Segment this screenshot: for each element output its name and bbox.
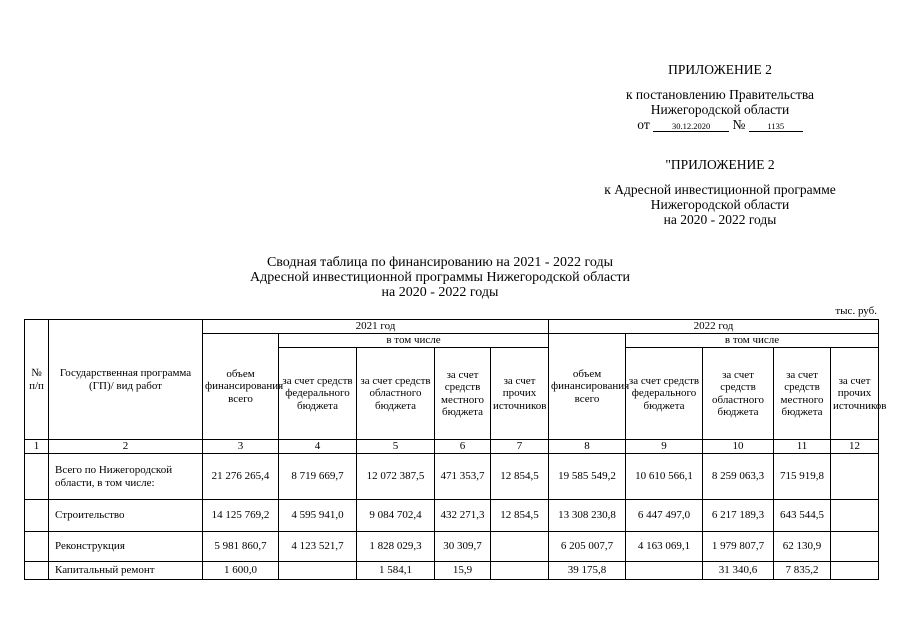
table-cell: 4 163 069,1 xyxy=(626,532,703,562)
table-cell: 1 584,1 xyxy=(357,562,435,580)
table-cell xyxy=(831,454,879,500)
table-cell: 1 979 807,7 xyxy=(703,532,774,562)
header-2022-other: за счет прочих источников xyxy=(831,348,879,440)
annex-header-2 xyxy=(585,157,855,227)
table-cell: 39 175,8 xyxy=(549,562,626,580)
header-program: Государственная программа (ГП)/ вид работ xyxy=(49,320,203,440)
document-title-line2: Адресной инвестиционной программы Нижегородской области xyxy=(250,270,630,285)
table-row xyxy=(25,500,879,532)
header-2021-total: объем финансирования всего xyxy=(203,334,279,440)
row-label: Строительство xyxy=(49,500,203,532)
header-year-2022: 2022 год xyxy=(549,320,879,334)
table-cell: 12 854,5 xyxy=(491,454,549,500)
annex1-decree-line xyxy=(590,117,850,132)
row-number-cell xyxy=(25,500,49,532)
table-cell: 6 447 497,0 xyxy=(626,500,703,532)
table-cell: 10 610 566,1 xyxy=(626,454,703,500)
column-number: 4 xyxy=(279,440,357,454)
annex2-title: "ПРИЛОЖЕНИЕ 2 xyxy=(665,157,775,172)
column-number: 10 xyxy=(703,440,774,454)
table-cell: 4 123 521,7 xyxy=(279,532,357,562)
header-2022-local: за счет средств местного бюджета xyxy=(774,348,831,440)
table-cell: 471 353,7 xyxy=(435,454,491,500)
table-cell xyxy=(491,532,549,562)
annex1-line1: к постановлению Правительства xyxy=(625,87,815,102)
column-number: 7 xyxy=(491,440,549,454)
table-cell xyxy=(279,562,357,580)
financing-table xyxy=(24,319,887,580)
table-row xyxy=(25,454,879,500)
column-number: 5 xyxy=(357,440,435,454)
table-cell: 21 276 265,4 xyxy=(203,454,279,500)
header-2022-regional: за счет средств областного бюджета xyxy=(703,348,774,440)
header-year-2021: 2021 год xyxy=(203,320,549,334)
table-cell: 12 854,5 xyxy=(491,500,549,532)
column-number: 9 xyxy=(626,440,703,454)
annex1-date: 30.12.2020 xyxy=(653,121,729,132)
annex2-line3: на 2020 - 2022 годы xyxy=(663,212,777,227)
row-number-cell xyxy=(25,532,49,562)
table-cell xyxy=(831,532,879,562)
table-cell xyxy=(831,500,879,532)
annex1-number: 1135 xyxy=(749,121,803,132)
table-cell: 432 271,3 xyxy=(435,500,491,532)
column-number: 2 xyxy=(49,440,203,454)
header-2022-federal: за счет средств федерального бюджета xyxy=(626,348,703,440)
document-title-line1: Сводная таблица по финансированию на 2021 - 2022 годы xyxy=(266,255,614,270)
table-cell: 5 981 860,7 xyxy=(203,532,279,562)
table-cell: 14 125 769,2 xyxy=(203,500,279,532)
table-cell: 8 259 063,3 xyxy=(703,454,774,500)
annex1-title: ПРИЛОЖЕНИЕ 2 xyxy=(668,62,772,77)
annex-header-1 xyxy=(590,62,850,132)
table-cell xyxy=(626,562,703,580)
column-number: 1 xyxy=(25,440,49,454)
table-cell: 6 205 007,7 xyxy=(549,532,626,562)
table-row xyxy=(25,562,879,580)
table-cell: 62 130,9 xyxy=(774,532,831,562)
table-cell xyxy=(491,562,549,580)
header-2022-total: объем финансирования всего xyxy=(549,334,626,440)
column-number-row xyxy=(25,440,879,454)
annex1-line2: Нижегородской области xyxy=(650,102,790,117)
row-number-cell xyxy=(25,454,49,500)
annex2-line2: Нижегородской области xyxy=(650,197,790,212)
header-2021-federal: за счет средств федерального бюджета xyxy=(279,348,357,440)
table-cell: 12 072 387,5 xyxy=(357,454,435,500)
row-label: Капитальный ремонт xyxy=(49,562,203,580)
table-cell: 9 084 702,4 xyxy=(357,500,435,532)
header-2021-other: за счет прочих источников xyxy=(491,348,549,440)
table-cell: 15,9 xyxy=(435,562,491,580)
header-2021-local: за счет средств местного бюджета xyxy=(435,348,491,440)
column-number: 12 xyxy=(831,440,879,454)
header-row-number: № п/п xyxy=(25,320,49,440)
table-row xyxy=(25,532,879,562)
table-cell: 6 217 189,3 xyxy=(703,500,774,532)
table-cell: 1 600,0 xyxy=(203,562,279,580)
annex1-num-sign: № xyxy=(732,117,746,132)
table-cell: 31 340,6 xyxy=(703,562,774,580)
table-cell: 4 595 941,0 xyxy=(279,500,357,532)
table-cell: 1 828 029,3 xyxy=(357,532,435,562)
table-cell: 13 308 230,8 xyxy=(549,500,626,532)
table-cell: 7 835,2 xyxy=(774,562,831,580)
row-number-cell xyxy=(25,562,49,580)
column-number: 6 xyxy=(435,440,491,454)
table-cell: 19 585 549,2 xyxy=(549,454,626,500)
table-cell: 643 544,5 xyxy=(774,500,831,532)
column-number: 11 xyxy=(774,440,831,454)
document-title xyxy=(180,255,700,300)
table-cell: 8 719 669,7 xyxy=(279,454,357,500)
table-cell: 715 919,8 xyxy=(774,454,831,500)
header-2021-regional: за счет средств областного бюджета xyxy=(357,348,435,440)
header-2022-including: в том числе xyxy=(626,334,879,348)
row-label: Всего по Нижегородской области, в том числе: xyxy=(49,454,203,500)
row-label: Реконструкция xyxy=(49,532,203,562)
units-label: тыс. руб. xyxy=(835,305,877,317)
column-number: 8 xyxy=(549,440,626,454)
header-2021-including: в том числе xyxy=(279,334,549,348)
table-cell xyxy=(831,562,879,580)
document-title-line3: на 2020 - 2022 годы xyxy=(381,285,499,300)
column-number: 3 xyxy=(203,440,279,454)
table-cell: 30 309,7 xyxy=(435,532,491,562)
annex1-from: от xyxy=(637,117,650,132)
annex2-line1: к Адресной инвестиционной программе xyxy=(604,182,836,197)
